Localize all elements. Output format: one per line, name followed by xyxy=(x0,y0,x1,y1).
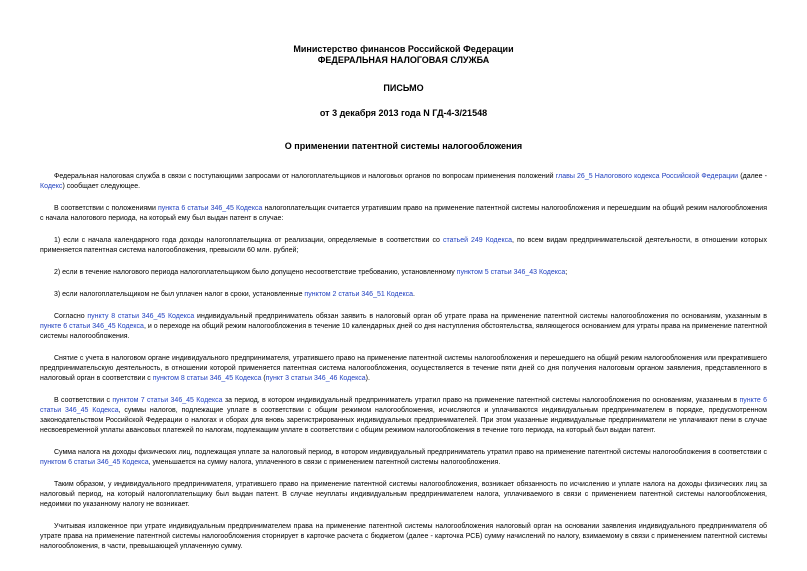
paragraph xyxy=(40,312,767,342)
paragraph-text: , суммы налогов, подлежащие уплате в соответствии с общим режимом налогообложения, исчисляются и уплачиваются индивидуальным предпринимателем в порядке, предусмотренном законодательством Российской Федерации о налогах и сборах для вновь зарегистрированных индивидуальных предпринимателей. При этом указанные индивидуальные предприниматели не уплачивают пени в случае несвоевременной уплаты авансовых платежей по налогам, подлежащим уплате в соответствии с общим режимом налогообложения в течение того периода, на который был выдан патент. xyxy=(40,407,767,434)
paragraph xyxy=(40,268,767,278)
paragraph-text: , уменьшается на сумму налога, уплаченного в связи с применением патентной системы налогообложения. xyxy=(148,459,501,466)
paragraph-text: , по всем видам предпринимательской деятельности, в отношении которых применяется патентная система налогообложения, превысили 60 млн. рублей; xyxy=(40,237,767,254)
law-reference-link[interactable]: статьей 249 Кодекса xyxy=(442,237,513,244)
paragraph-text: 1) если с начала календарного года доходы налогоплательщика от реализации, определяемые в соответствии со xyxy=(54,237,443,244)
law-reference-link[interactable]: пунктом 7 статьи 346_45 Кодекса xyxy=(112,397,223,404)
law-reference-link[interactable]: Кодекс xyxy=(40,183,63,190)
paragraph xyxy=(40,290,767,300)
paragraph xyxy=(40,480,767,510)
document-type: ПИСЬМО xyxy=(383,83,424,93)
paragraph-text: индивидуальный предприниматель обязан заявить в налоговый орган об утрате права на применение патентной системы налогообложения по основаниям, указанным в xyxy=(194,313,767,320)
paragraph xyxy=(40,236,767,256)
paragraph-text: ; xyxy=(565,269,568,276)
paragraph-text: Сумма налога на доходы физических лиц, подлежащая уплате за налоговый период, в котором индивидуальный предприниматель утратил право на применение патентной системы налогообложения в соответствии с xyxy=(54,449,767,456)
paragraph-text: Снятие с учета в налоговом органе индивидуального предпринимателя, утратившего право на применение патентной системы налогообложения и перешедшего на общий режим налогообложения или прекратившего предпринимательскую деятельность, в отношении которой применяется патентная система налогообложения, осуществляется в течение пяти дней со дня получения налоговым органом заявления, представленного в налоговый орган в соответствии с xyxy=(40,355,767,382)
paragraph-text: ( xyxy=(261,375,266,382)
paragraph xyxy=(40,522,767,552)
paragraph xyxy=(40,172,767,192)
paragraph-text: Таким образом, у индивидуального предпринимателя, утратившего право на применение патентной системы налогообложения, возникает обязанность по исчислению и уплате налога на доходы физических лиц за налоговый период, на который налогоплательщику был выдан патент. В случае неуплаты индивидуальным предпринимателем налога, уплачиваемого в связи с применением патентной системы налогообложения, недоимки по указанному налогу не возникает. xyxy=(40,481,767,508)
paragraph-text: 2) если в течение налогового периода налогоплательщиком было допущено несоответствие требованию, установленному xyxy=(54,269,457,276)
paragraph-text: ) сообщает следующее. xyxy=(62,183,141,190)
paragraph-text: (далее - xyxy=(738,173,767,180)
law-reference-link[interactable]: пунктом 6 статьи 346_45 Кодекса xyxy=(40,459,149,466)
paragraph-text: налогоплательщик считается утратившим право на применение патентной системы налогообложения и перешедшим на общий режим налогообложения с начала налогового периода, на который ему был выдан патент в случае: xyxy=(40,205,767,222)
paragraph xyxy=(40,354,767,384)
paragraph-text: В соответствии с xyxy=(54,397,113,404)
law-reference-link[interactable]: пункте 6 статьи 346_45 Кодекса xyxy=(40,397,768,414)
law-reference-link[interactable]: пункт 3 статьи 346_46 Кодекса xyxy=(265,375,366,382)
law-reference-link[interactable]: пунктом 2 статьи 346_51 Кодекса xyxy=(304,291,414,298)
law-reference-link[interactable]: пунктом 5 статьи 346_43 Кодекса xyxy=(456,269,566,276)
paragraph-text: Учитывая изложенное при утрате индивидуальным предпринимателем права на применение патентной системы налогообложения налоговый орган на основании заявления индивидуального предпринимателя об утрате права на применение патентной системы налогообложения сторнирует в карточке расчета с бюджетом (далее - карточка РСБ) сумму начислений по налогу, взимаемому в связи с применением патентной системы налогообложения, в части, превышающей уплаченную сумму. xyxy=(40,523,767,550)
document-header xyxy=(40,44,767,152)
ministry-name: Министерство финансов Российской Федерации xyxy=(293,44,514,54)
document-date-number: от 3 декабря 2013 года N ГД-4-3/21548 xyxy=(319,108,488,118)
paragraph-text: ). xyxy=(365,375,370,382)
paragraph-text: В соответствии с положениями xyxy=(54,205,158,212)
law-reference-link[interactable]: пунктом 8 статьи 346_45 Кодекса xyxy=(152,375,262,382)
law-reference-link[interactable]: пункту 8 статьи 346_45 Кодекса xyxy=(87,313,195,320)
paragraph xyxy=(40,448,767,468)
law-reference-link[interactable]: пункта 6 статьи 346_45 Кодекса xyxy=(157,205,263,212)
service-name: ФЕДЕРАЛЬНАЯ НАЛОГОВАЯ СЛУЖБА xyxy=(317,55,490,65)
document-body xyxy=(40,172,767,552)
paragraph-text: Согласно xyxy=(54,313,88,320)
law-reference-link[interactable]: пункте 6 статьи 346_45 Кодекса xyxy=(40,323,144,330)
document-subject: О применении патентной системы налогообложения xyxy=(284,141,523,151)
paragraph-text: 3) если налогоплательщиком не был уплачен налог в сроки, установленные xyxy=(54,291,305,298)
paragraph-text: за период, в котором индивидуальный предприниматель утратил право на применение патентной системы налогообложения по основаниям, указанным в xyxy=(222,397,740,404)
law-reference-link[interactable]: главы 26_5 Налогового кодекса Российской Федерации xyxy=(555,173,739,180)
paragraph-text: , и о переходе на общий режим налогообложения в течение 10 календарных дней со дня наступления обстоятельства, являющегося основанием для утраты права на применение патентной системы налогообложения. xyxy=(40,323,767,340)
paragraph-text: Федеральная налоговая служба в связи с поступающими запросами от налогоплательщиков и налоговых органов по вопросам применения положений xyxy=(54,173,556,180)
paragraph xyxy=(40,204,767,224)
paragraph xyxy=(40,396,767,436)
paragraph-text: . xyxy=(413,291,415,298)
